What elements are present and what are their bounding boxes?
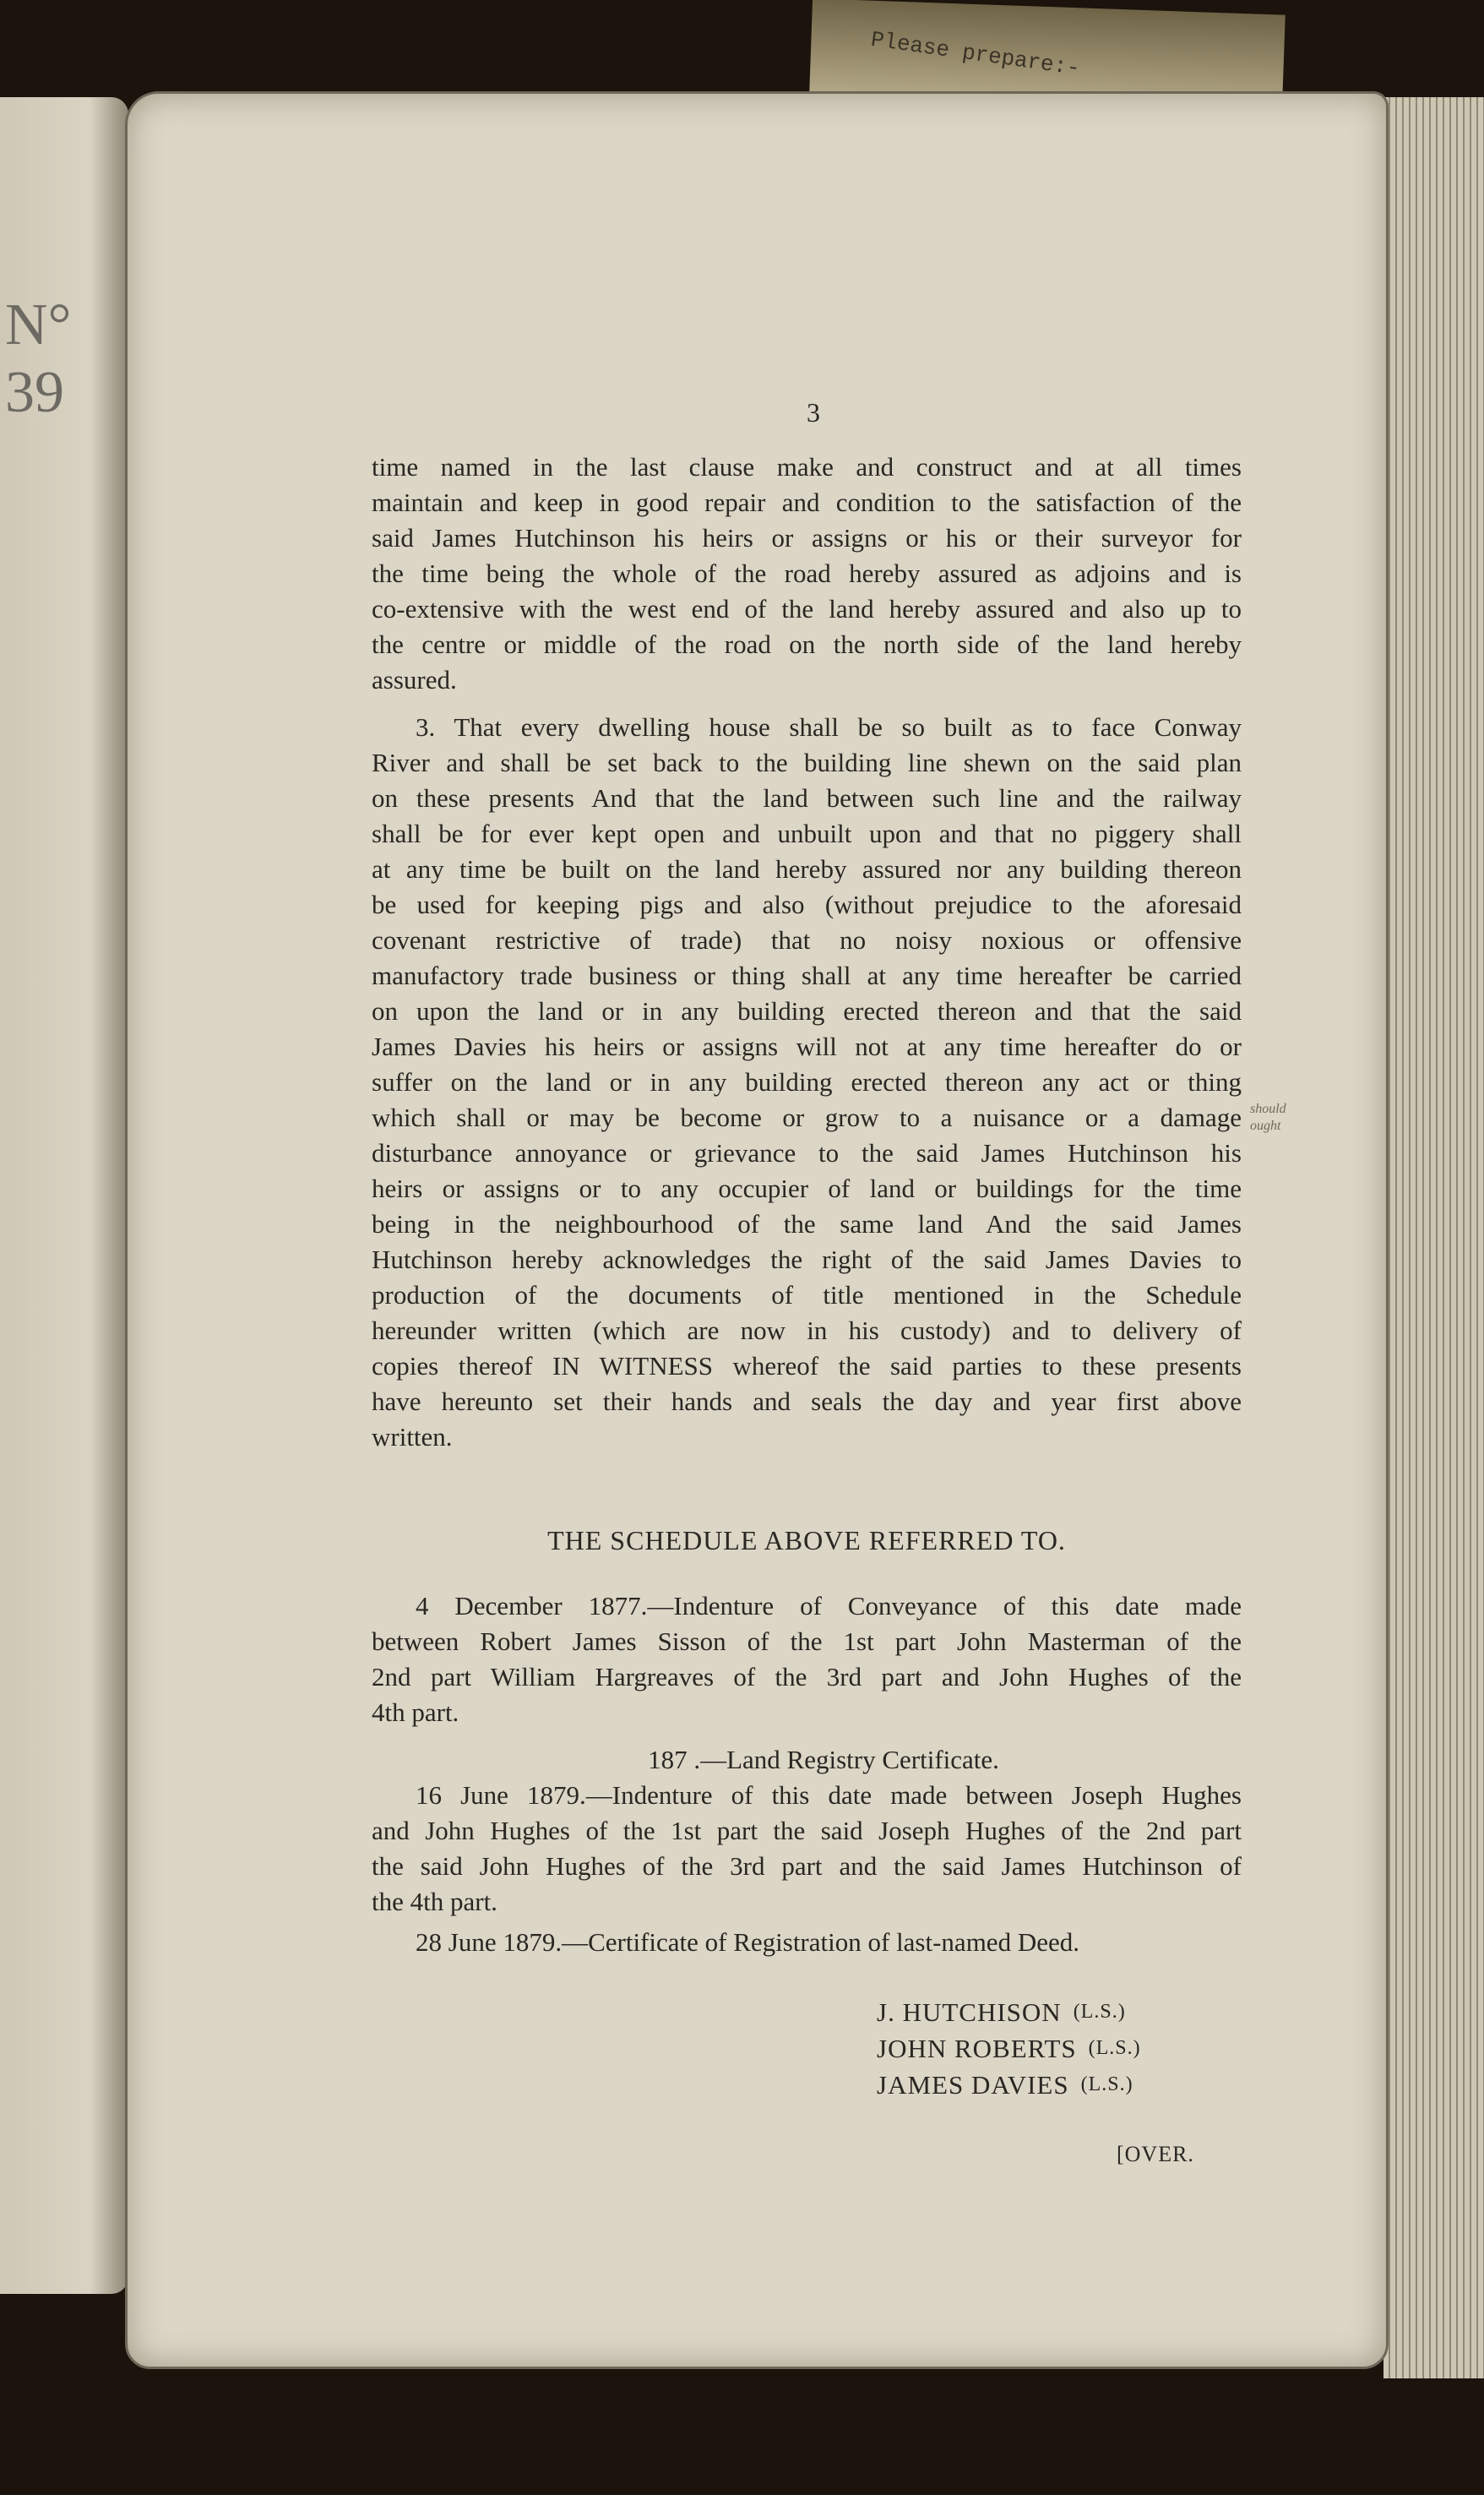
text-line: hereunder written (which are now in his custody) and to delivery of (372, 1316, 1242, 1345)
schedule-entry-2: 187 .—Land Registry Certificate. (648, 1745, 999, 1774)
handwritten-annotation: ought (1250, 1119, 1281, 1133)
text-line: 4th part. (372, 1697, 459, 1727)
facing-page (0, 97, 128, 2294)
request-slip-label: Please prepare:- (869, 26, 1082, 82)
text-line: at any time be built on the land hereby assured nor any building thereon (372, 854, 1242, 884)
text-line: which shall or may be become or grow to a nuisance or a damage (372, 1103, 1242, 1132)
handwritten-annotation: should (1250, 1102, 1286, 1116)
signatory-name: JOHN ROBERTS (877, 2034, 1077, 2063)
signature-line (877, 2030, 1242, 2067)
text-line: being in the neighbourhood of the same land And the said James (372, 1209, 1242, 1239)
document-body (372, 449, 1286, 2172)
paragraph-1 (372, 449, 1242, 698)
text-line: disturbance annoyance or grievance to the said James Hutchinson his (372, 1138, 1242, 1168)
schedule-entry-1 (372, 1588, 1242, 1730)
text-line: shall be for ever kept open and unbuilt upon and that no piggery shall (372, 819, 1242, 848)
text-line: 16 June 1879.—Indenture of this date made between Joseph Hughes (416, 1780, 1242, 1810)
text-line: River and shall be set back to the building line shewn on the said plan (372, 748, 1242, 777)
signatory-name: J. HUTCHISON (877, 1997, 1062, 2027)
annotated-line (372, 1100, 1286, 1136)
seal-mark: (L.S.) (1088, 2037, 1141, 2059)
text-line: manufactory trade business or thing shall at any time hereafter be carried (372, 961, 1242, 990)
text-line: and John Hughes of the 1st part the said Joseph Hughes of the 2nd part (372, 1816, 1242, 1845)
text-line: maintain and keep in good repair and condition to the satisfaction of the (372, 488, 1242, 517)
text-line: Hutchinson hereby acknowledges the right of the said James Davies to (372, 1245, 1242, 1274)
signatures (877, 1994, 1242, 2103)
text-line: between Robert James Sisson of the 1st part John Masterman of the (372, 1626, 1242, 1656)
text-line: time named in the last clause make and construct and at all times (372, 452, 1242, 482)
text-line: covenant restrictive of trade) that no noisy noxious or offensive (372, 925, 1242, 955)
text-line: co-extensive with the west end of the land hereby assured and also up to (372, 594, 1242, 624)
text-line: assured. (372, 665, 457, 695)
text-line: James Davies his heirs or assigns will not at any time hereafter do or (372, 1032, 1242, 1061)
text-line: heirs or assigns or to any occupier of land or buildings for the time (372, 1174, 1242, 1203)
text-line: on these presents And that the land between such line and the railway (372, 783, 1242, 813)
page-number: 3 (807, 397, 820, 428)
seal-mark: (L.S.) (1073, 2001, 1126, 2023)
over-catchword: [OVER. (1117, 2142, 1194, 2166)
text-line: 3. That every dwelling house shall be so built as to face Conway (416, 712, 1242, 742)
text-line: copies thereof IN WITNESS whereof the said parties to these presents (372, 1351, 1242, 1381)
paragraph-2 (372, 710, 1286, 1455)
seal-mark: (L.S.) (1080, 2073, 1133, 2095)
page-edges (1383, 97, 1484, 2378)
schedule-entry-3 (372, 1778, 1242, 1920)
text-line: have hereunto set their hands and seals the day and year first above (372, 1386, 1242, 1416)
schedule-heading: THE SCHEDULE ABOVE REFERRED TO. (547, 1525, 1066, 1555)
text-line: said James Hutchinson his heirs or assigns or his or their surveyor for (372, 523, 1242, 553)
text-line: on upon the land or in any building erected thereon and that the said (372, 996, 1242, 1026)
text-line: 2nd part William Hargreaves of the 3rd part and John Hughes of the (372, 1662, 1242, 1691)
signature-line (877, 2067, 1242, 2103)
schedule-entry-4: 28 June 1879.—Certificate of Registration of last-named Deed. (416, 1927, 1079, 1957)
text-line: 4 December 1877.—Indenture of Conveyance of this date made (416, 1591, 1242, 1621)
text-line: be used for keeping pigs and also (without prejudice to the aforesaid (372, 890, 1242, 919)
text-line: production of the documents of title mentioned in the Schedule (372, 1280, 1242, 1310)
text-line: the 4th part. (372, 1887, 497, 1916)
left-page-number: N° 39 (5, 292, 72, 425)
text-line: the time being the whole of the road hereby assured as adjoins and is (372, 558, 1242, 588)
text-line: the said John Hughes of the 3rd part and the said James Hutchinson of (372, 1851, 1242, 1881)
text-line: suffer on the land or in any building erected thereon any act or thing (372, 1067, 1242, 1097)
text-line: written. (372, 1422, 453, 1452)
signature-line (877, 1994, 1242, 2030)
text-line: the centre or middle of the road on the north side of the land hereby (372, 629, 1242, 659)
signatory-name: JAMES DAVIES (877, 2070, 1069, 2100)
